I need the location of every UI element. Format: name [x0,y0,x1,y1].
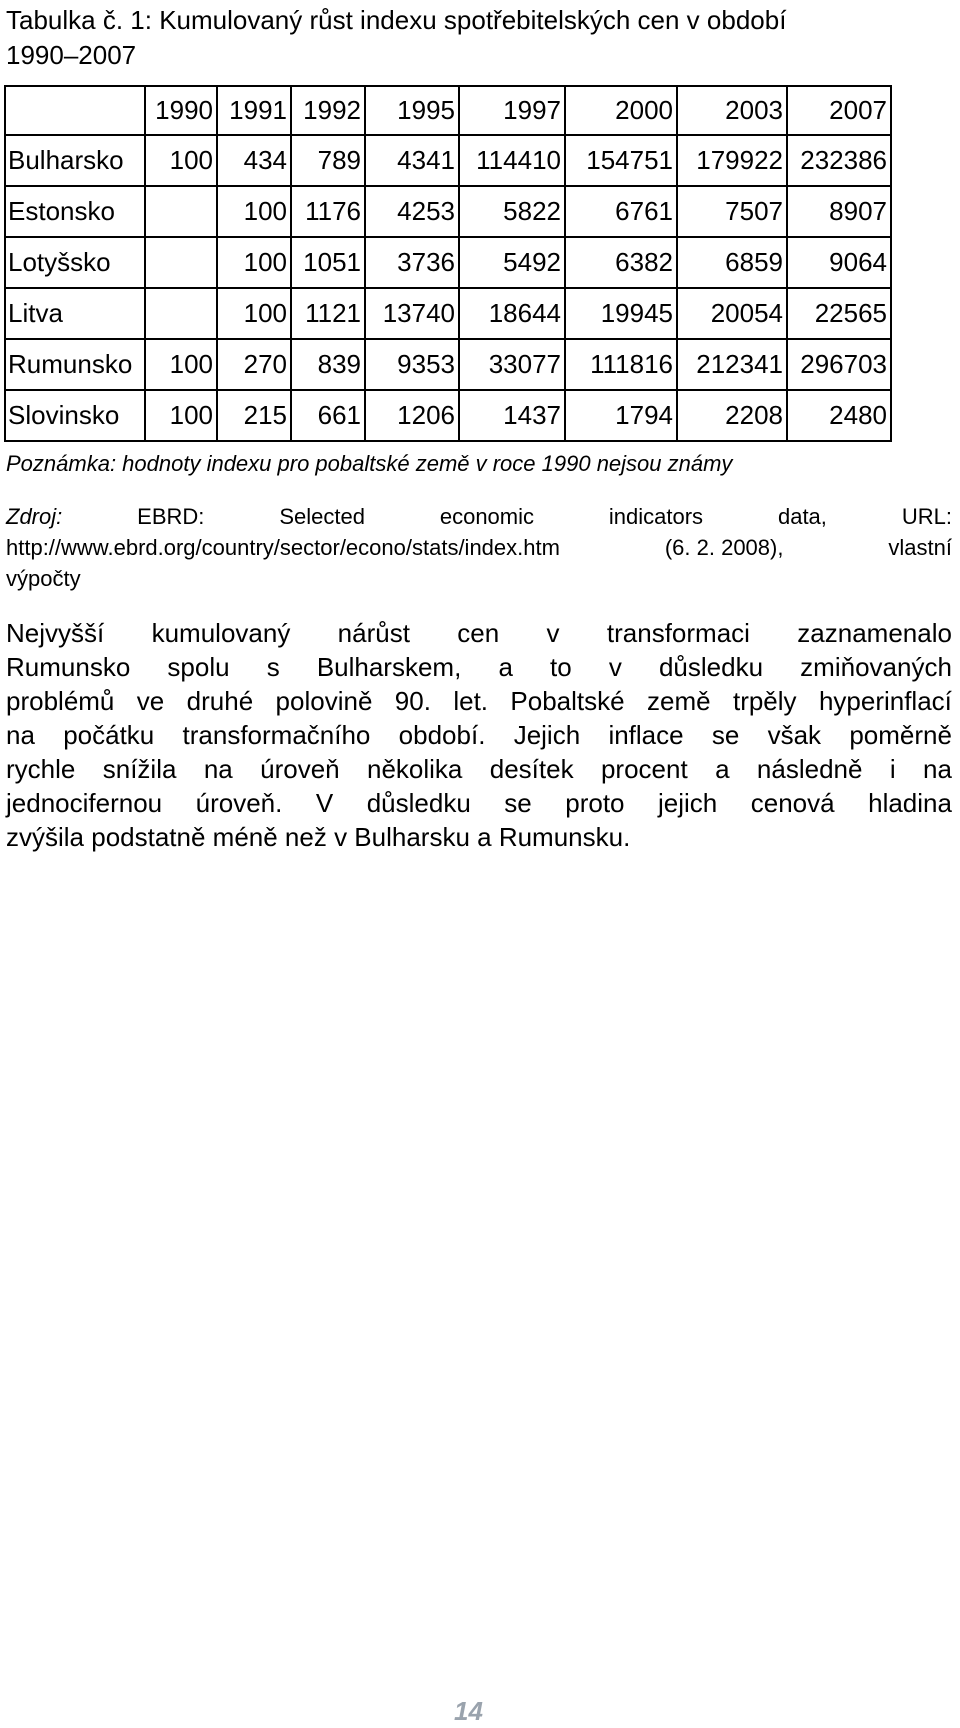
table-row [5,390,891,441]
table-caption [6,3,946,73]
value-cell: 4253 [365,186,459,237]
source-word: URL: [901,504,952,529]
value-cell: 9064 [787,237,891,288]
year-header: 1990 [145,86,217,135]
country-cell: Rumunsko [5,339,145,390]
value-cell: 154751 [565,135,677,186]
value-cell: 100 [145,390,217,441]
value-cell: 6382 [565,237,677,288]
value-cell: 270 [217,339,291,390]
value-cell: 8907 [787,186,891,237]
value-cell: 5492 [459,237,565,288]
value-cell: 1051 [291,237,365,288]
value-cell: 100 [217,288,291,339]
value-cell: 179922 [677,135,787,186]
value-cell: 6761 [565,186,677,237]
paragraph-line: problémů ve druhé polovině 90. let. Pobaltské země trpěly hyperinflací [6,686,952,716]
source-line-1 [6,501,952,532]
year-header: 2003 [677,86,787,135]
country-cell: Bulharsko [5,135,145,186]
value-cell: 5822 [459,186,565,237]
value-cell: 789 [291,135,365,186]
value-cell: 4341 [365,135,459,186]
country-cell: Litva [5,288,145,339]
value-cell: 232386 [787,135,891,186]
value-cell: 100 [217,237,291,288]
value-cell: 100 [217,186,291,237]
value-cell [145,237,217,288]
source-line-2 [6,532,952,563]
document-page [6,0,952,854]
caption-line-2: 1990–2007 [6,40,137,70]
value-cell: 661 [291,390,365,441]
source-word: Selected [279,504,365,529]
paragraph-line: zvýšila podstatně méně než v Bulharsku a Rumunsku. [6,822,631,852]
value-cell: 2480 [787,390,891,441]
value-cell: 100 [145,339,217,390]
table-header-row [5,86,891,135]
table-row [5,288,891,339]
source-citation [6,501,952,594]
value-cell: 839 [291,339,365,390]
caption-line-1: Tabulka č. 1: Kumulovaný růst indexu spotřebitelských cen v období [6,5,787,35]
value-cell [145,186,217,237]
page-number: 14 [454,1696,483,1726]
table-row [5,339,891,390]
value-cell: 2208 [677,390,787,441]
value-cell: 20054 [677,288,787,339]
value-cell: 1437 [459,390,565,441]
value-cell: 1206 [365,390,459,441]
value-cell: 22565 [787,288,891,339]
value-cell: 296703 [787,339,891,390]
value-cell: 19945 [565,288,677,339]
year-header: 1992 [291,86,365,135]
value-cell: 18644 [459,288,565,339]
year-header: 1991 [217,86,291,135]
source-label: Zdroj: [6,504,63,529]
value-cell: 100 [145,135,217,186]
country-cell: Lotyšsko [5,237,145,288]
table-row [5,135,891,186]
header-corner-cell [5,86,145,135]
table-row [5,186,891,237]
value-cell: 215 [217,390,291,441]
year-header: 2007 [787,86,891,135]
source-line-3: výpočty [6,566,81,591]
value-cell: 111816 [565,339,677,390]
value-cell [145,288,217,339]
source-word: economic [439,504,534,529]
value-cell: 114410 [459,135,565,186]
paragraph-line: jednocifernou úroveň. V důsledku se proto jejich cenová hladina [6,788,952,818]
source-word: indicators [608,504,704,529]
value-cell: 1176 [291,186,365,237]
source-word: vlastní [888,535,952,560]
value-cell: 6859 [677,237,787,288]
value-cell: 434 [217,135,291,186]
paragraph-line: rychle snížila na úroveň několika desítek procent a následně i na [6,754,952,784]
paragraph-line: Rumunsko spolu s Bulharskem, a to v důsledku zmiňovaných [6,652,952,682]
source-date: (6. 2. 2008), [664,535,784,560]
source-word: EBRD: [137,504,205,529]
year-header: 1995 [365,86,459,135]
value-cell: 3736 [365,237,459,288]
source-word: data, [777,504,827,529]
value-cell: 9353 [365,339,459,390]
country-cell: Slovinsko [5,390,145,441]
table-row [5,237,891,288]
paragraph-line: Nejvyšší kumulovaný nárůst cen v transformaci zaznamenalo [6,618,952,648]
value-cell: 1121 [291,288,365,339]
year-header: 1997 [459,86,565,135]
value-cell: 1794 [565,390,677,441]
paragraph-line: na počátku transformačního období. Jejich inflace se však poměrně [6,720,952,750]
value-cell: 33077 [459,339,565,390]
value-cell: 7507 [677,186,787,237]
year-header: 2000 [565,86,677,135]
country-cell: Estonsko [5,186,145,237]
table-note: Poznámka: hodnoty indexu pro pobaltské země v roce 1990 nejsou známy [6,451,733,476]
cpi-table [4,85,892,442]
value-cell: 212341 [677,339,787,390]
body-paragraph [6,616,952,854]
value-cell: 13740 [365,288,459,339]
source-url[interactable]: http://www.ebrd.org/country/sector/econo/stats/index.htm [6,535,560,560]
